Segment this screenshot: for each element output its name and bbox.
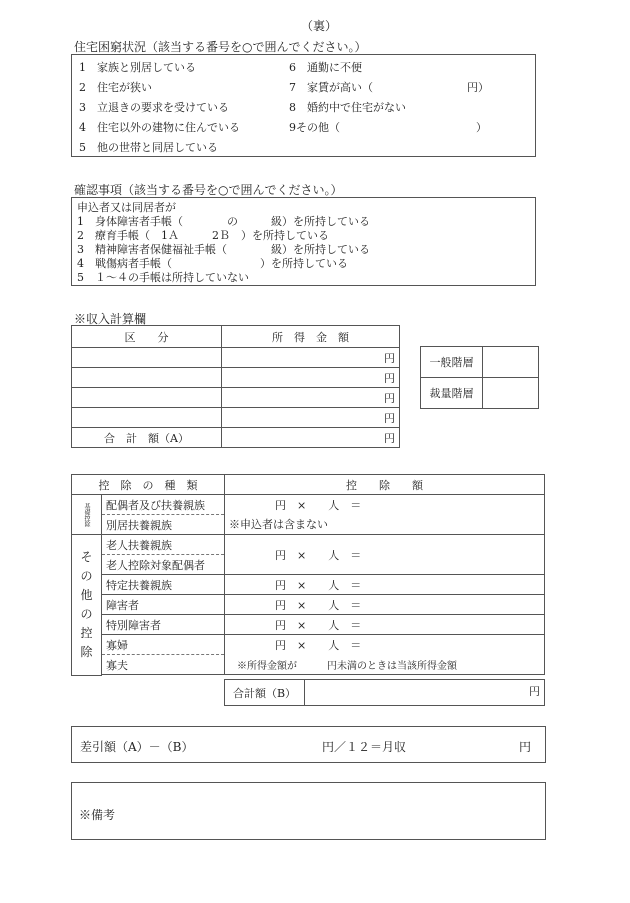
deduction-spouse-label: 配偶者及び扶養親族 — [102, 495, 225, 515]
income-amount-cell[interactable]: 円 — [222, 388, 400, 408]
tier-general-cell[interactable] — [483, 347, 539, 378]
housing-rent-unit: 円） — [467, 81, 489, 94]
housing-item-9[interactable]: 9その他（ — [289, 121, 340, 134]
income-category-cell[interactable] — [72, 408, 222, 428]
deduction-disabled-label: 障害者 — [102, 595, 225, 615]
page-side-label: （裏） — [301, 19, 338, 33]
housing-item-5[interactable]: 5 他の世帯と同居している — [79, 141, 218, 154]
deduction-spouse-formula[interactable]: 円 × 人 ＝ — [225, 495, 545, 515]
housing-section-title: 住宅困窮状況（該当する番号を○で囲んでください。） — [74, 40, 367, 54]
income-category-cell[interactable] — [72, 388, 222, 408]
deduction-elderly-label: 老人扶養親族 — [102, 535, 225, 555]
deduction-spacer — [225, 675, 545, 676]
deduction-col-amount: 控 除 額 — [225, 475, 545, 495]
deduction-col-type: 控 除 の 種 類 — [72, 475, 225, 495]
remarks-label: ※備考 — [79, 808, 116, 822]
deduction-widow-formula[interactable]: 円 × 人 ＝ — [225, 635, 545, 655]
housing-item-3[interactable]: 3 立退きの要求を受けている — [79, 101, 229, 114]
deduction-subtotal-label: 合計額（B） — [225, 680, 305, 706]
income-col-category: 区 分 — [72, 326, 222, 348]
deduction-separate-label: 別居扶養親族 — [102, 515, 225, 535]
confirm-item-1[interactable]: 1 身体障害者手帳（ の 級）を所持している — [77, 215, 370, 228]
deduction-subtotal-amount[interactable]: 円 — [305, 680, 545, 706]
confirm-intro: 申込者又は同居者が — [77, 201, 176, 214]
housing-item-6[interactable]: 6 通勤に不便 — [289, 61, 362, 74]
housing-checklist-box — [71, 54, 536, 157]
difference-middle[interactable]: 円／１２＝月収 — [322, 740, 407, 754]
tier-general-label: 一般階層 — [421, 347, 483, 378]
confirm-item-2[interactable]: 2 療育手帳（ 1Ａ 2Ｂ ）を所持している — [77, 229, 329, 242]
basic-deduction-group: 基礎控除 — [72, 495, 102, 535]
difference-label: 差引額（A）－（B） — [80, 740, 194, 754]
housing-item-4[interactable]: 4 住宅以外の建物に住んでいる — [79, 121, 240, 134]
difference-yen: 円 — [519, 740, 532, 754]
confirm-item-3[interactable]: 3 精神障害者保健福祉手帳（ 級）を所持している — [77, 243, 370, 256]
deduction-widower-label: 寡夫 — [102, 655, 225, 675]
housing-item-8[interactable]: 8 婚約中で住宅がない — [289, 101, 406, 114]
deduction-special-disabled-label: 特別障害者 — [102, 615, 225, 635]
housing-item-7[interactable]: 7 家賃が高い（ — [289, 81, 373, 94]
deduction-income-note: ※所得金額が 円未満のときは当該所得金額 — [225, 655, 545, 675]
deduction-specific-label: 特定扶養親族 — [102, 575, 225, 595]
income-total-label: 合 計 額（A） — [72, 428, 222, 448]
income-category-cell[interactable] — [72, 368, 222, 388]
deduction-elderly-formula[interactable]: 円 × 人 ＝ — [225, 535, 545, 575]
other-deduction-group — [72, 535, 102, 676]
income-amount-cell[interactable]: 円 — [222, 408, 400, 428]
difference-box — [71, 726, 546, 763]
deduction-applicant-note: ※申込者は含まない — [225, 515, 545, 535]
deduction-table — [71, 474, 545, 676]
income-table — [71, 325, 400, 448]
income-amount-cell[interactable]: 円 — [222, 348, 400, 368]
income-tier-table — [420, 346, 539, 409]
income-category-cell[interactable] — [72, 348, 222, 368]
deduction-special-disabled-formula[interactable]: 円 × 人 ＝ — [225, 615, 545, 635]
confirm-section-title: 確認事項（該当する番号を○で囲んでください。） — [74, 183, 343, 197]
deduction-specific-formula[interactable]: 円 × 人 ＝ — [225, 575, 545, 595]
confirm-item-4[interactable]: 4 戦傷病者手帳（ ）を所持している — [77, 257, 348, 270]
deduction-widow-label: 寡婦 — [102, 635, 225, 655]
deduction-subtotal-table — [224, 679, 545, 706]
tier-discretion-label: 裁量階層 — [421, 378, 483, 409]
confirm-item-5[interactable]: 5 １～４の手帳は所持していない — [77, 271, 249, 284]
income-amount-cell[interactable]: 円 — [222, 368, 400, 388]
tier-discretion-cell[interactable] — [483, 378, 539, 409]
income-section-title: ※収入計算欄 — [74, 312, 147, 326]
deduction-disabled-formula[interactable]: 円 × 人 ＝ — [225, 595, 545, 615]
confirm-checklist-box — [71, 197, 536, 286]
income-total-amount[interactable]: 円 — [222, 428, 400, 448]
deduction-spacer — [102, 675, 225, 676]
housing-item-2[interactable]: 2 住宅が狭い — [79, 81, 152, 94]
remarks-box[interactable] — [71, 782, 546, 840]
other-deduction-group-text: その他の控除 — [80, 549, 93, 659]
income-col-amount: 所 得 金 額 — [222, 326, 400, 348]
deduction-elderly-spouse-label: 老人控除対象配偶者 — [102, 555, 225, 575]
housing-other-close: ） — [476, 121, 487, 134]
housing-item-1[interactable]: 1 家族と別居している — [79, 61, 196, 74]
